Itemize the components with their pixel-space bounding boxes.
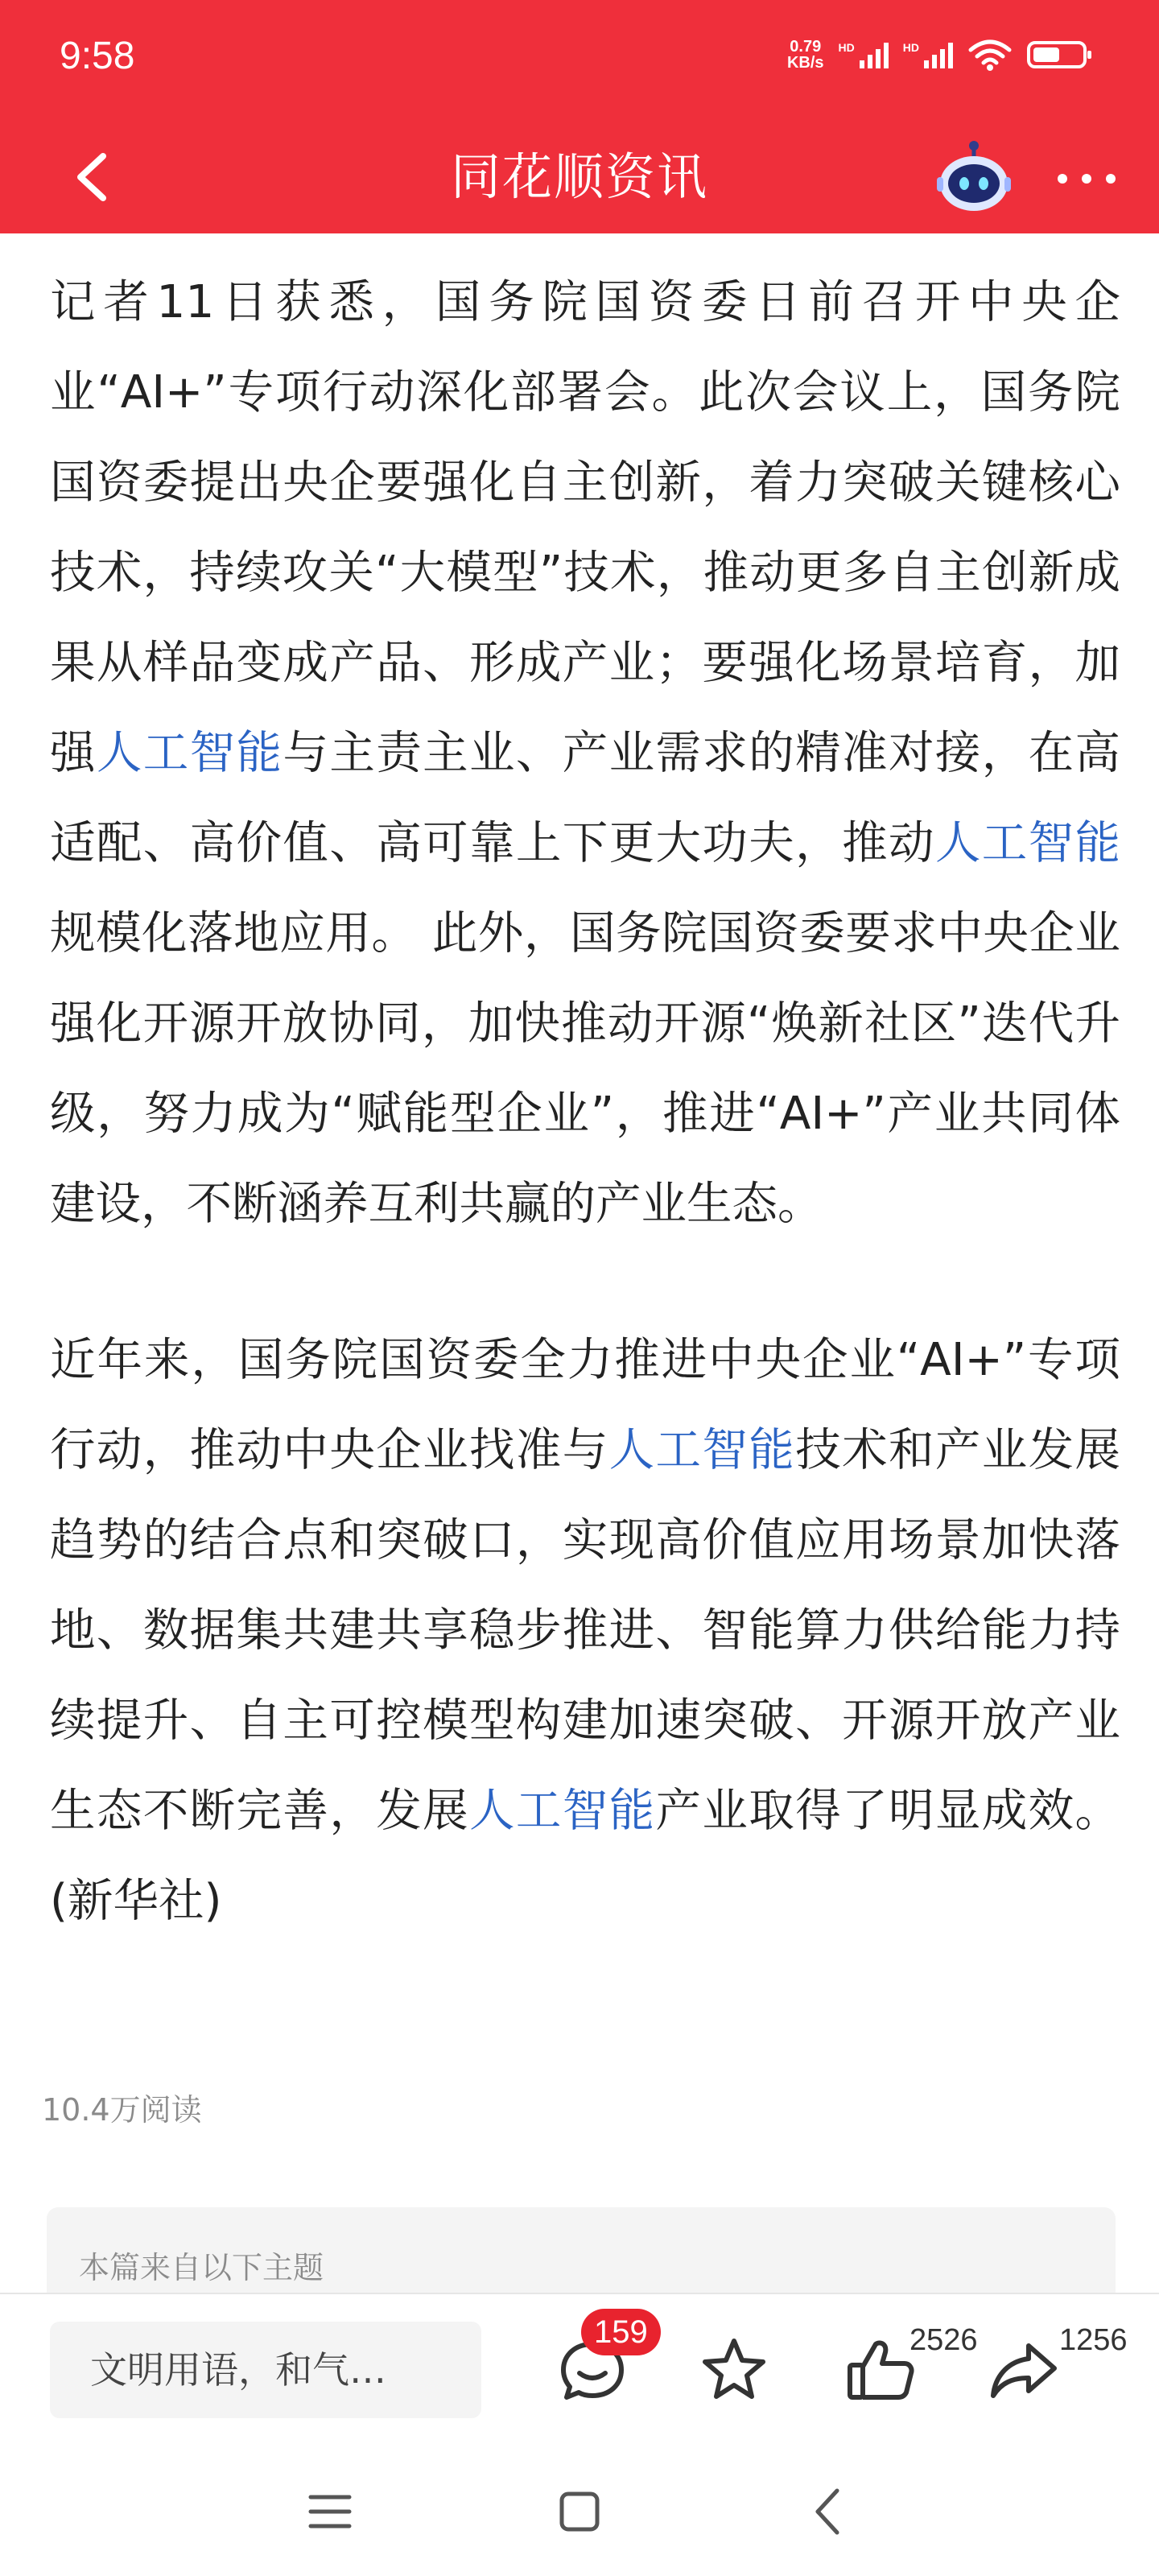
share-button[interactable] [984, 2330, 1064, 2410]
comment-input[interactable]: 文明用语，和气… [50, 2322, 481, 2418]
menu-icon [298, 2479, 362, 2544]
keyword-link[interactable]: 人工智能 [96, 727, 283, 779]
page-title: 同花顺资讯 [450, 147, 708, 206]
system-nav-bar [0, 2442, 1159, 2576]
article-text: 规模化落地应用。 此外，国务院国资委要求中央企业强化开源开放协同，加快推动开源“焕新社区”迭代升级，努力成为“赋能型企业”，推进“AI+”产业共同体建设，不断涵养互利共赢的产业生态。 [50, 907, 1120, 1230]
back-button[interactable] [56, 138, 134, 216]
keyword-link[interactable]: 人工智能 [934, 817, 1121, 869]
recent-apps-button[interactable] [298, 2479, 362, 2544]
status-icons [787, 39, 1087, 71]
wifi-icon [967, 39, 1013, 71]
article-paragraph-2 [50, 1315, 1120, 1946]
article-body [50, 233, 1120, 1946]
favorite-button[interactable] [694, 2330, 774, 2410]
article-text: 产业取得了明显成效。(新华社) [50, 1785, 1121, 1927]
star-icon [694, 2330, 774, 2410]
robot-assistant-icon [934, 138, 1014, 219]
signal-sim1-icon [839, 41, 889, 68]
share-icon [984, 2330, 1064, 2410]
ai-assistant-button[interactable] [934, 138, 1014, 219]
topic-label: 本篇来自以下主题 [79, 2250, 324, 2285]
keyword-link[interactable]: 人工智能 [468, 1785, 656, 1837]
article-text: 技术和产业发展趋势的结合点和突破口，实现高价值应用场景加快落地、数据集共建共享稳步推进、智能算力供给能力持续提升、自主可控模型构建加速突破、开源开放产业生态不断完善，发展 [50, 1424, 1121, 1837]
sim2-hd-label: HD [902, 41, 919, 54]
share-count: 1256 [1059, 2323, 1128, 2357]
more-dots-icon [1046, 147, 1127, 211]
status-time: 9:58 [60, 35, 135, 77]
more-button[interactable] [1046, 147, 1127, 211]
title-bar [0, 121, 1159, 233]
keyword-link[interactable]: 人工智能 [608, 1424, 796, 1476]
like-button[interactable] [840, 2330, 921, 2410]
sim1-hd-label: HD [838, 41, 855, 54]
article-text: 与主责主业、产业需求的精准对接，在高适配、高价值、高可靠上下更大功夫，推动 [50, 727, 1121, 869]
status-bar [0, 0, 1159, 121]
battery-icon [1027, 41, 1087, 68]
comment-count-badge: 159 [581, 2309, 661, 2355]
read-count: 10.4万阅读 [42, 2092, 202, 2128]
thumbs-up-icon [840, 2330, 921, 2410]
nav-back-icon [797, 2479, 861, 2544]
like-count: 2526 [909, 2323, 978, 2357]
nav-back-button[interactable] [797, 2479, 861, 2544]
back-arrow-icon [56, 138, 134, 216]
network-speed-value: 0.79 [790, 38, 822, 56]
action-bar [0, 2293, 1159, 2444]
article-text: 记者11日获悉，国务院国资委日前召开中央企业“AI+”专项行动深化部署会。此次会议上，国务院国资委提出央企要强化自主创新，着力突破关键核心技术，持续攻关“大模型”技术，推动更多自主创新成果从样品变成产品、形成产业；要强化场景培育，加强 [50, 276, 1120, 779]
home-square-icon [547, 2479, 612, 2544]
home-button[interactable] [547, 2479, 612, 2544]
network-speed-unit: KB/s [786, 54, 824, 72]
signal-sim2-icon [903, 41, 953, 68]
article-paragraph-1 [50, 258, 1120, 1249]
network-speed [787, 39, 824, 71]
article-text: 近年来，国务院国资委全力推进中央企业“AI+”专项行动，推动中央企业找准与 [50, 1334, 1120, 1476]
